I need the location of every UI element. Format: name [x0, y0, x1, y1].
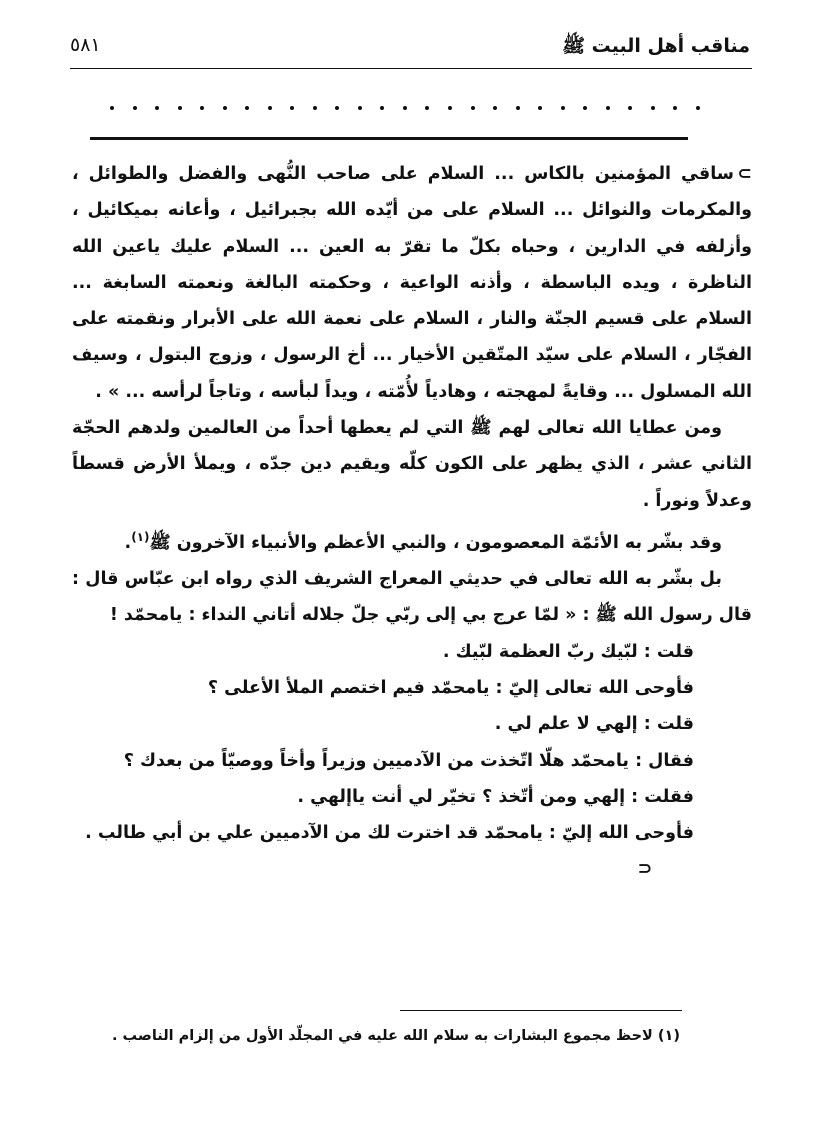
ornament-dot [628, 106, 632, 110]
ornament-dot [155, 106, 159, 110]
dialogue-line-6 [72, 815, 752, 888]
ornament-dot [223, 106, 227, 110]
ornament-dot [561, 106, 565, 110]
paragraph-1 [72, 156, 752, 410]
paragraph-4: بل بشّر به الله تعالى في حديثي المعراج الشريف الذي رواه ابن عبّاس قال : قال رسول الله ﷺ : « لمّا عرج بي إلى ربّي جلّ جلاله أتاني النداء : يامحمّد ! [72, 569, 752, 626]
running-header [70, 30, 750, 66]
dialogue-line-6-text: فأوحى الله إليّ : يامحمّد قد اخترت لك من الآدميين علي بن أبي طالب . [85, 823, 694, 844]
ornament-dot [178, 106, 182, 110]
ornament-dot [268, 106, 272, 110]
ornament-dot [110, 106, 114, 110]
dialogue-line-3: قلت : إلهي لا علم لي . [494, 714, 694, 735]
main-text [72, 156, 752, 888]
footnote-rule [400, 1010, 682, 1011]
ornament-dot [380, 106, 384, 110]
ornament-rule [90, 137, 688, 140]
header-title: مناقب أهل البيت ﷺ [562, 35, 750, 57]
page-number: ٥٨١ [70, 34, 101, 56]
ornament-dot [538, 106, 542, 110]
ornament-dot [133, 106, 137, 110]
ornament-dot [583, 106, 587, 110]
footnote-reference[interactable]: (١) [131, 529, 150, 544]
ornament-dot [245, 106, 249, 110]
ornament-dot [290, 106, 294, 110]
quote-close-mark: ⊂ [637, 859, 653, 880]
ornament-dot [313, 106, 317, 110]
ornament-dot [425, 106, 429, 110]
ornament-dot [358, 106, 362, 110]
dotted-ornament [110, 98, 700, 118]
quote-open-mark: ⊃ [737, 164, 752, 184]
ornament-dot [493, 106, 497, 110]
paragraph-1-text: ساقي المؤمنين بالكاس ... السلام على صاحب النُّهى والفضل والطوائل ، والمكرمات والنوائل ... السلام على من أيّده الله بجبرائيل ، وأعانه بميكائيل ، وأزلفه في الدارين ، وحباه بكلّ ما تقرّ به العين ... السلام عليك ياعين الله الناظرة ، ويده الباسطة ، وأذنه الواعية ، وحكمته البالغة ونعمته السابغة ... السلام على قسيم الجنّة والنار ، السلام على نعمة الله على الأبرار ونقمته على الفجّار ، السلام على سيّد المتّقين الأخيار ... أخ الرسول ، وزوج البتول ، وسيف الله المسلول ... وقايةً لمهجته ، وهادياً لأُمّته ، ويداً لبأسه ، وتاجاً لرأسه ... » . [72, 164, 752, 402]
ornament-dot [471, 106, 475, 110]
footnote: (١) لاحظ مجموع البشارات به سلام الله عليه في المجلّد الأول من إلزام الناصب . [111, 1028, 680, 1044]
paragraph-3 [72, 519, 752, 561]
ornament-dot [403, 106, 407, 110]
ornament-dot [673, 106, 677, 110]
dialogue-line-5: فقلت : إلهي ومن أتّخذ ؟ تخيّر لي أنت ياإلهي . [297, 786, 694, 807]
ornament-dot [200, 106, 204, 110]
ornament-dot [606, 106, 610, 110]
ornament-dot [448, 106, 452, 110]
paragraph-3-text: وقد بشّر به الأئمّة المعصومون ، والنبي الأعظم والأنبياء الآخرون ﷺ [149, 532, 722, 553]
dialogue-line-4: فقال : يامحمّد هلّا اتّخذت من الآدميين وزيراً وأخاً ووصيّاً من بعدك ؟ [123, 750, 694, 771]
paragraph-3-end: . [124, 532, 132, 553]
ornament-dot [651, 106, 655, 110]
ornament-dot [696, 106, 700, 110]
paragraph-2: ومن عطايا الله تعالى لهم ﷺ التي لم يعطها أحداً من العالمين ولدهم الحجّة الثاني عشر ، الذي يظهر على الكون كلّه ويقيم دين جدّه ، ويملأ الأرض قسطاً وعدلاً ونوراً . [72, 418, 752, 511]
ornament-dot [335, 106, 339, 110]
dialogue-line-2: فأوحى الله تعالى إليّ : يامحمّد فيم اختصم الملأ الأعلى ؟ [207, 677, 694, 698]
header-rule [70, 68, 752, 69]
ornament-dot [516, 106, 520, 110]
dialogue-line-1: قلت : لبّيك ربّ العظمة لبّيك . [442, 641, 694, 662]
